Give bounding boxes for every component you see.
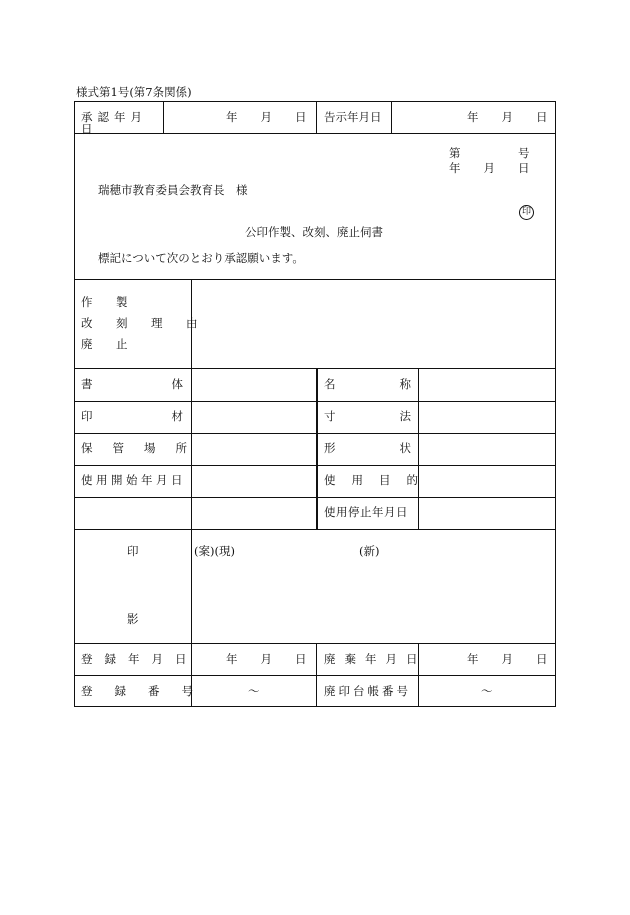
rule-8 <box>74 529 556 530</box>
approval-date-label-text: 承認年月日 <box>81 110 147 136</box>
border-top <box>74 101 556 102</box>
abolished-ledger-label: 廃印台帳番号 <box>324 684 411 698</box>
document-date: 年 月 日 <box>449 161 530 175</box>
name-label: 名称 <box>324 377 475 391</box>
stop-date-label: 使用停止年月日 <box>324 505 408 519</box>
addressee: 瑞穂市教育委員会教育長 様 <box>98 183 248 197</box>
rule-5 <box>74 433 556 434</box>
middle-divider-lower <box>316 643 317 707</box>
reason-label-line3: 廃 止 <box>81 337 134 351</box>
registration-number-value[interactable]: ～ <box>248 684 260 698</box>
abolish-date-value[interactable]: 年 月 日 <box>467 652 548 666</box>
rule-3 <box>74 368 556 369</box>
rule-6 <box>74 465 556 466</box>
approval-date-label <box>81 112 156 135</box>
row1-divider-c <box>391 101 392 134</box>
size-label: 寸法 <box>324 409 475 423</box>
storage-label: 保管場所 <box>81 441 207 455</box>
abolish-date-label: 廃棄年月日 <box>324 652 427 666</box>
reason-label-line2: 改 刻 理 由 <box>81 316 204 330</box>
notice-date-value[interactable]: 年 月 日 <box>467 110 548 124</box>
start-date-label: 使用開始年月日 <box>81 473 186 487</box>
purpose-label: 使用目的 <box>324 473 434 487</box>
abolished-ledger-value[interactable]: ～ <box>481 684 493 698</box>
border-left <box>74 101 75 707</box>
border-right <box>555 101 556 707</box>
label-col-divider <box>191 279 192 707</box>
document-body: 標記について次のとおり承認願います。 <box>98 251 304 265</box>
impression-label-bottom: 影 <box>127 612 139 626</box>
row1-divider-b <box>316 101 317 134</box>
rule-9 <box>74 643 556 644</box>
rule-7 <box>74 497 556 498</box>
document-subject: 公印作製、改刻、廃止伺書 <box>245 225 383 239</box>
form-title: 様式第1号(第7条関係) <box>76 85 192 99</box>
script-label: 書体 <box>81 377 262 391</box>
rule-4 <box>74 401 556 402</box>
notice-date-label: 告示年月日 <box>324 110 382 124</box>
impression-new-label: (新) <box>359 544 380 558</box>
seal-mark: 印 <box>519 205 534 220</box>
row1-divider-a <box>163 101 164 134</box>
rule-10 <box>74 675 556 676</box>
impression-current-label: (案)(現) <box>194 544 235 558</box>
registration-date-label: 登録年月日 <box>81 652 199 666</box>
impression-label-top: 印 <box>127 544 139 558</box>
reason-label-line1: 作 製 <box>81 295 134 309</box>
rule-2 <box>74 279 556 280</box>
approval-date-value[interactable]: 年 月 日 <box>226 110 307 124</box>
document-number: 第 号 <box>449 146 530 160</box>
registration-date-value[interactable]: 年 月 日 <box>226 652 307 666</box>
shape-label: 形状 <box>324 441 475 455</box>
material-label: 印材 <box>81 409 262 423</box>
middle-divider-upper <box>316 368 318 530</box>
registration-number-label: 登録番号 <box>81 684 215 698</box>
border-bottom <box>74 706 556 707</box>
